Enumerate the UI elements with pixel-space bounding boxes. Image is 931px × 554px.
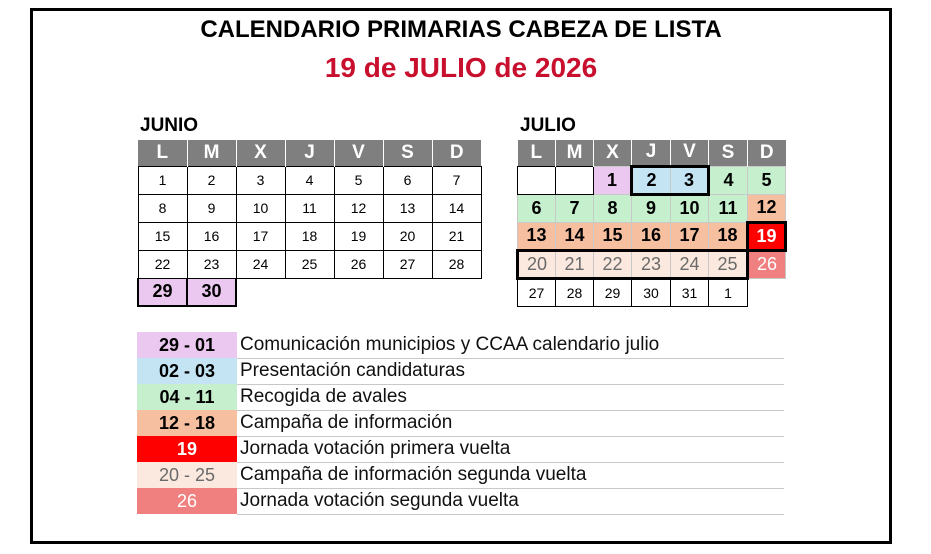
legend-row	[137, 384, 784, 410]
day-cell-highlight: 12	[748, 194, 786, 222]
day-cell-election: 26	[748, 250, 786, 278]
day-cell-highlight: 10	[671, 194, 709, 222]
day-cell: 28	[556, 278, 594, 306]
weekday-label: L	[138, 140, 187, 166]
week-row	[138, 278, 481, 306]
legend-description: Jornada votación segunda vuelta	[237, 488, 784, 514]
day-cell: 26	[334, 250, 383, 278]
day-cell: 28	[432, 250, 481, 278]
day-cell-highlight: 20	[518, 250, 556, 278]
day-cell: 15	[138, 222, 187, 250]
day-cell: 23	[187, 250, 236, 278]
day-cell-highlight: 3	[671, 166, 709, 194]
legend-description: Recogida de avales	[237, 384, 784, 410]
legend-code: 02 - 03	[137, 358, 237, 384]
day-cell-highlight: 13	[518, 222, 556, 250]
day-cell: 13	[383, 194, 432, 222]
legend-row	[137, 358, 784, 384]
day-cell: 1	[709, 278, 748, 306]
day-cell: 11	[285, 194, 334, 222]
weekday-label: J	[285, 140, 334, 166]
legend-code: 29 - 01	[137, 332, 237, 358]
day-cell: 27	[383, 250, 432, 278]
day-cell: 6	[383, 166, 432, 194]
day-cell: 9	[187, 194, 236, 222]
week-row	[138, 250, 481, 278]
legend-description: Campaña de información segunda vuelta	[237, 462, 784, 488]
day-cell: 29	[594, 278, 632, 306]
day-cell-highlight: 21	[556, 250, 594, 278]
legend-description: Jornada votación primera vuelta	[237, 436, 784, 462]
empty-cell	[285, 278, 334, 306]
day-cell: 19	[334, 222, 383, 250]
empty-cell	[383, 278, 432, 306]
day-cell-highlight: 30	[187, 278, 236, 306]
empty-cell	[236, 278, 285, 306]
day-cell-highlight: 8	[594, 194, 632, 222]
day-cell-highlight: 24	[671, 250, 709, 278]
day-cell-highlight: 15	[594, 222, 632, 250]
calendar-julio	[516, 140, 787, 307]
empty-cell	[748, 278, 786, 306]
week-row	[518, 166, 786, 194]
legend-table	[137, 332, 784, 515]
day-cell: 16	[187, 222, 236, 250]
month-label-julio: JULIO	[520, 115, 576, 136]
day-cell-highlight: 5	[748, 166, 786, 194]
weekday-label: V	[334, 140, 383, 166]
legend-description: Campaña de información	[237, 410, 784, 436]
calendar-junio	[137, 140, 482, 307]
legend-row	[137, 436, 784, 462]
legend-row	[137, 410, 784, 436]
legend-code: 12 - 18	[137, 410, 237, 436]
week-row	[518, 194, 786, 222]
day-cell: 31	[671, 278, 709, 306]
day-cell: 4	[285, 166, 334, 194]
day-cell: 25	[285, 250, 334, 278]
day-cell-highlight: 7	[556, 194, 594, 222]
legend-code: 04 - 11	[137, 384, 237, 410]
legend-code: 20 - 25	[137, 462, 237, 488]
weekday-label: S	[709, 140, 748, 166]
page-title: CALENDARIO PRIMARIAS CABEZA DE LISTA	[200, 16, 722, 43]
week-row	[138, 194, 481, 222]
day-cell: 17	[236, 222, 285, 250]
week-row	[518, 278, 786, 306]
empty-cell	[518, 166, 556, 194]
weekday-label: X	[236, 140, 285, 166]
day-cell-highlight: 17	[671, 222, 709, 250]
weekday-label: M	[556, 140, 594, 166]
day-cell-highlight: 14	[556, 222, 594, 250]
legend-description: Comunicación municipios y CCAA calendario julio	[237, 332, 784, 358]
legend-code: 26	[137, 488, 237, 514]
week-row	[138, 166, 481, 194]
day-cell: 22	[138, 250, 187, 278]
day-cell-highlight: 29	[138, 278, 187, 306]
week-row	[518, 250, 786, 278]
day-cell: 12	[334, 194, 383, 222]
day-cell: 20	[383, 222, 432, 250]
day-cell-highlight: 18	[709, 222, 748, 250]
day-cell: 10	[236, 194, 285, 222]
legend-code: 19	[137, 436, 237, 462]
day-cell: 1	[138, 166, 187, 194]
legend-row	[137, 332, 784, 358]
day-cell: 24	[236, 250, 285, 278]
day-cell-highlight: 6	[518, 194, 556, 222]
day-cell-election: 19	[748, 222, 786, 250]
week-row	[518, 222, 786, 250]
weekday-label: V	[671, 140, 709, 166]
day-cell: 2	[187, 166, 236, 194]
day-cell-highlight: 16	[632, 222, 671, 250]
day-cell-highlight: 11	[709, 194, 748, 222]
day-cell: 30	[632, 278, 671, 306]
legend-row	[137, 462, 784, 488]
month-label-junio: JUNIO	[140, 115, 199, 136]
day-cell: 18	[285, 222, 334, 250]
day-cell-highlight: 1	[594, 166, 632, 194]
day-cell-highlight: 23	[632, 250, 671, 278]
weekday-header	[138, 140, 481, 166]
legend-description: Presentación candidaturas	[237, 358, 784, 384]
empty-cell	[334, 278, 383, 306]
day-cell-highlight: 9	[632, 194, 671, 222]
day-cell-highlight: 22	[594, 250, 632, 278]
day-cell: 21	[432, 222, 481, 250]
empty-cell	[432, 278, 481, 306]
weekday-label: D	[748, 140, 786, 166]
day-cell: 14	[432, 194, 481, 222]
day-cell-highlight: 2	[632, 166, 671, 194]
day-cell-highlight: 4	[709, 166, 748, 194]
day-cell: 27	[518, 278, 556, 306]
legend-row	[137, 488, 784, 514]
day-cell: 5	[334, 166, 383, 194]
weekday-label: J	[632, 140, 671, 166]
weekday-label: D	[432, 140, 481, 166]
empty-cell	[556, 166, 594, 194]
weekday-label: S	[383, 140, 432, 166]
day-cell-highlight: 25	[709, 250, 748, 278]
election-date: 19 de JULIO de 2026	[324, 52, 598, 83]
day-cell: 7	[432, 166, 481, 194]
weekday-header	[518, 140, 786, 166]
weekday-label: X	[594, 140, 632, 166]
day-cell: 3	[236, 166, 285, 194]
day-cell: 8	[138, 194, 187, 222]
week-row	[138, 222, 481, 250]
weekday-label: L	[518, 140, 556, 166]
weekday-label: M	[187, 140, 236, 166]
